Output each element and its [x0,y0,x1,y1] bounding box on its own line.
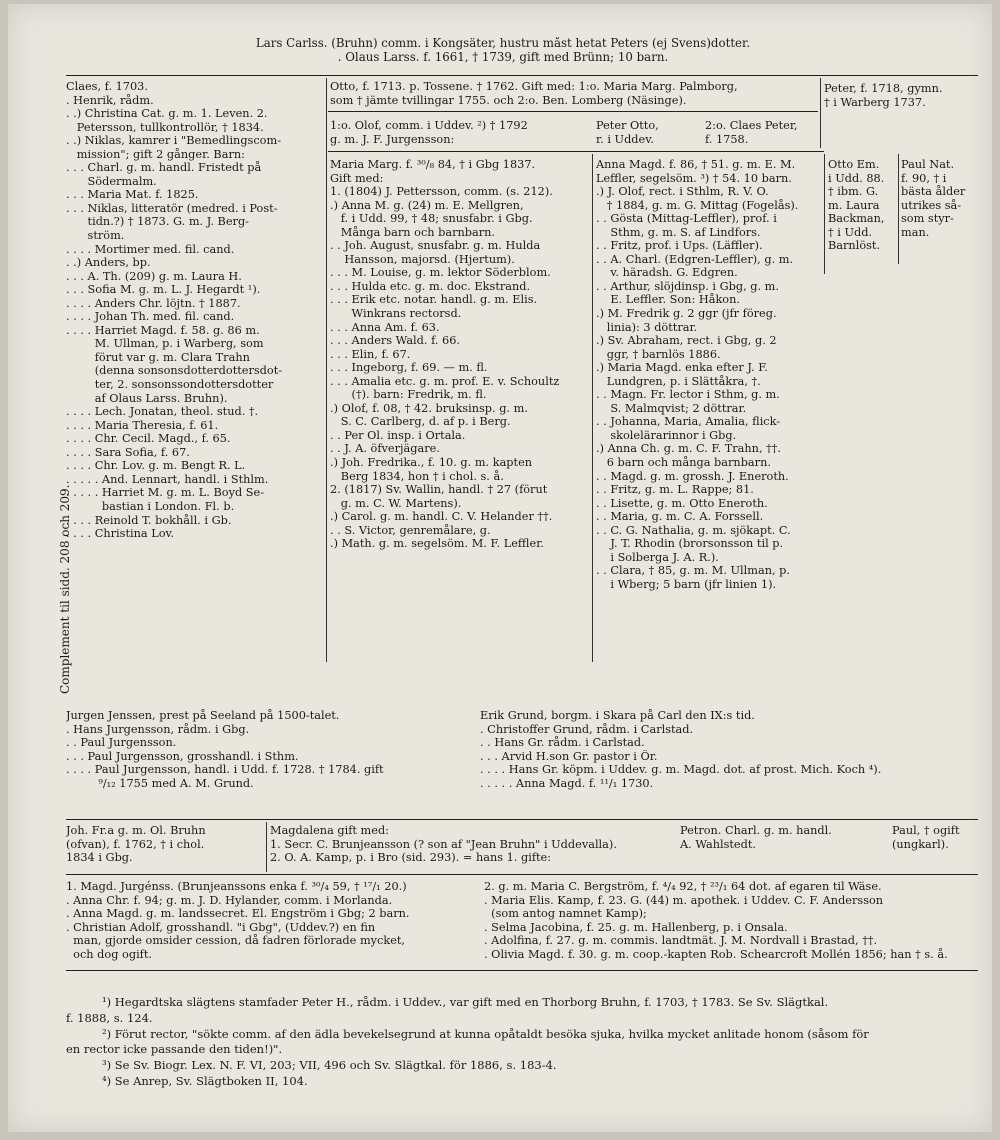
grund-line: . Christoffer Grund, rådm. i Carlstad. [480,722,694,736]
col3-line: J. T. Rhodin (brorsonsson til p. [596,537,784,551]
col2-line: Hansson, majorsd. (Hjertum). [330,252,515,266]
rule-otto [328,111,818,112]
col2-line: .) Olof, f. 08, † 42. bruksinsp. g. m. [330,401,528,415]
footnotes [66,995,980,1090]
col5-line: man. [901,225,930,239]
col3-line: . . Fritz, g. m. L. Rappe; 81. [596,483,754,497]
side-note: Complement til sidd. 208 och 209. [58,484,72,694]
bottom-left-line: . Anna Magd. g. m. landssecret. El. Engström i Gbg; 2 barn. [66,907,410,921]
col1-line: . . . Charl. g. m. handl. Fristedt på [66,161,262,175]
col5-line: som styr- [901,212,954,226]
magdalena-line: Magdalena gift med: [270,824,389,837]
col2-line: Många barn och barnbarn. [330,225,496,239]
grund-line: . . Hans Gr. rådm. i Carlstad. [480,736,645,750]
divider-col3 [824,154,825,274]
footnotes-line: ³) Se Sv. Biogr. Lex. N. F. VI, 203; VII, 496 och Sv. Slägtkal. för 1886, s. 183-4. [102,1058,557,1073]
col2-line: . . . Erik etc. notar. handl. g. m. Elis. [330,293,538,307]
col3-line: Anna Magd. f. 86, † 51. g. m. E. M. [596,158,796,171]
col2-line: . . Per Ol. insp. i Ortala. [330,428,466,442]
col1-line: . . . . Chr. Cecil. Magd., f. 65. [66,432,231,446]
col3-line: . . Arthur, slöjdinsp. i Gbg, g. m. [596,279,779,293]
column-paul-nat [901,158,983,239]
col1-line: Södermalm. [66,174,157,188]
col2-line: . . Joh. August, snusfabr. g. m. Hulda [330,239,541,253]
col3-line: linia): 3 döttrar. [596,320,698,334]
joh-line: (ofvan), f. 1762, † i chol. [66,837,205,851]
col1-line: . . . . Johan Th. med. fil. cand. [66,310,235,324]
joh-fr-entry [66,824,266,865]
olof-entry [330,119,592,146]
header [188,37,818,64]
bottom-left-line: . Anna Chr. f. 94; g. m. J. D. Hylander, comm. i Morlanda. [66,893,393,907]
jurgen-line: . . Paul Jurgensson. [66,736,177,750]
col1-line: . . . . . And. Lennart, handl. i Sthlm. [66,472,269,486]
grund-line: . . . . Hans Gr. köpm. i Uddev. g. m. Magd. dot. af prost. Mich. Koch ⁴). [480,763,882,777]
petron-entry [680,824,880,851]
col3-line: .) M. Fredrik g. 2 ggr (jfr föreg. [596,307,777,321]
col1-line: ström. [66,229,125,243]
col2-mid-c-line: 2:o. Claes Peter, [705,119,798,132]
col4-line: † ibm. G. [828,185,879,199]
col2-mid-b-line: r. i Uddev. [596,132,654,146]
jurgen-lineage [66,709,486,790]
col4-line: m. Laura [828,198,880,212]
col5-line: utrikes så- [901,198,962,212]
bottom-right-line: (som antog namnet Kamp); [484,907,647,921]
paul-ogift-line: Paul, † ogift [892,824,960,837]
grund-lineage [480,709,980,790]
col1-line: af Olaus Larss. Bruhn). [66,391,228,405]
col2-line: . . S. Victor, genremålare, g. [330,523,491,537]
joh-line: Joh. Fr.a g. m. Ol. Bruhn [66,824,206,837]
col1-line: . . . . Sara Sofia, f. 67. [66,445,190,459]
col1-line: . . . . Harriet Magd. f. 58. g. 86 m. [66,323,260,337]
col2-line: Berg 1834, hon † i chol. s. å. [330,469,504,483]
paul-ogift-line: (ungkarl). [892,837,949,851]
rule-middle [66,819,978,820]
col1-line: . . . . Maria Theresia, f. 61. [66,418,219,432]
bottom-right-line: 2. g. m. Maria C. Bergström, f. ⁴/₄ 92, † ²³/₁ 64 dot. af egaren til Wäse. [484,880,882,893]
col4-line: Barnlöst. [828,239,881,253]
col1-line: . . . . Reinold T. bokhåll. i Gb. [66,513,232,527]
column-otto-em [828,158,898,253]
bottom-right-line: . Olivia Magd. f. 30. g. m. coop.-kapten Rob. Schearcroft Mollén 1856; han † s. å. [484,947,948,961]
col3-line: . . Magn. Fr. lector i Sthm, g. m. [596,388,780,402]
col1-line: . . . . . Harriet M. g. m. L. Boyd Se- [66,486,265,500]
divider-joh [266,822,267,872]
footnotes-line: en rector icke passande den tiden!)". [66,1042,283,1057]
col2-line: . . . Anna Am. f. 63. [330,320,440,334]
col1-line: . . . . Lech. Jonatan, theol. stud. †. [66,405,259,419]
col3-line: † 1884, g. m. G. Mittag (Fogelås). [596,198,799,212]
rule-lower [66,874,978,875]
col3-line: . . Magd. g. m. grossh. J. Eneroth. [596,469,789,483]
col3-line: . . C. G. Nathalia, g. m. sjökapt. C. [596,523,791,537]
footnotes-line: ⁴) Se Anrep, Sv. Slägtboken II, 104. [102,1073,308,1088]
rule-olof [328,151,824,152]
col5-line: Paul Nat. [901,158,955,171]
col2-line: . . . Anders Wald. f. 66. [330,334,461,348]
col2-mid-a-line: 1:o. Olof, comm. i Uddev. ²) † 1792 [330,119,528,132]
col2-line: .) Anna M. g. (24) m. E. Mellgren, [330,198,524,212]
magdalena-entry [270,824,674,865]
col3-line: E. Leffler. Son: Håkon. [596,293,740,307]
col4-line: Otto Em. [828,158,880,171]
col2-line: 1. (1804) J. Pettersson, comm. (s. 212). [330,185,553,199]
col2-line: 2. (1817) Sv. Wallin, handl. † 27 (förut [330,483,548,497]
footnotes-line: ²) Förut rector, "sökte comm. af den ädla bevekelsegrund at kunna opåtaldt besöka sjuka, hvilka mycket anlitade honom (såsom för [102,1026,869,1041]
magd-jurgenss-family [66,880,480,961]
grund-line: . . . . . Anna Magd. f. ¹¹/₁ 1730. [480,776,654,790]
col3-line: .) J. Olof, rect. i Sthlm, R. V. O. [596,185,769,199]
peter-otto-entry [596,119,701,146]
col2-line: . . . Amalia etc. g. m. prof. E. v. Schoultz [330,374,560,388]
footnotes-line: ¹) Hegardtska slägtens stamfader Peter H., rådm. i Uddev., var gift med en Thorborg Bruhn, f. 1703, † 1783. Se Sv. Slägtkal. [102,995,829,1009]
column-maria-marg [330,158,590,551]
col3-line: Leffler, segelsöm. ³) † 54. 10 barn. [596,171,792,185]
col2-mid-a-line: g. m. J. F. Jurgensson: [330,132,455,146]
col3-line: . . Clara, † 85, g. m. M. Ullman, p. [596,564,790,578]
col1-line: . . . . Christina Lov. [66,527,175,541]
col-peter-line: Peter, f. 1718, gymn. [824,82,943,95]
col1-line: . Henrik, rådm. [66,93,154,107]
col3-line: . . Maria, g. m. C. A. Forssell. [596,510,764,524]
petron-line: Petron. Charl. g. m. handl. [680,824,832,837]
bergstrom-family [484,880,980,961]
col2-mid-b-line: Peter Otto, [596,119,659,132]
col1-line: . .) Christina Cat. g. m. 1. Leven. 2. [66,107,268,121]
col5-line: f. 90, † i [901,171,947,185]
footnotes-line: f. 1888, s. 124. [66,1010,153,1025]
col3-line: .) Sv. Abraham, rect. i Gbg, g. 2 [596,334,777,348]
divider-col1 [326,78,327,662]
claes-peter-entry [705,119,820,146]
col1-line: . . . Sofia M. g. m. L. J. Hegardt ¹). [66,283,261,297]
paul-ogift-entry [892,824,982,851]
col2-line: S. C. Carlberg, d. af p. i Berg. [330,415,511,429]
col4-line: i Udd. 88. [828,171,885,185]
col2-line: f. i Udd. 99, † 48; snusfabr. i Gbg. [330,212,533,226]
col3-line: . . Gösta (Mittag-Leffler), prof. i [596,212,777,226]
col2-mid-c-line: f. 1758. [705,132,749,146]
jurgen-line: Jurgen Jenssen, prest på Seeland på 1500-talet. [66,709,340,722]
col3-line: 6 barn och många barnbarn. [596,456,771,470]
jurgen-line: . . . Paul Jurgensson, grosshandl. i Sthm. [66,749,299,763]
petron-line: A. Wahlstedt. [680,837,756,851]
grund-line: . . . Arvid H.son Gr. pastor i Ör. [480,749,658,763]
magdalena-line: 2. O. A. Kamp, p. i Bro (sid. 293). = hans 1. gifte: [270,851,552,865]
col1-line: mission"; gift 2 gånger. Barn: [66,147,245,161]
col1-line: tidn.?) † 1873. G. m. J. Berg- [66,215,249,229]
col1-line: M. Ullman, p. i Warberg, som [66,337,264,351]
col2-top-line: Otto, f. 1713. p. Tossene. † 1762. Gift med: 1:o. Maria Marg. Palmborg, [330,80,738,93]
bottom-left-line: 1. Magd. Jurgénss. (Brunjeanssons enka f. ³⁰/₄ 59, † ¹⁷/₁ 20.) [66,880,407,893]
column-anna-magd [596,158,822,592]
col3-line: ggr, † barnlös 1886. [596,347,721,361]
col3-line: i Solberga J. A. R.). [596,550,719,564]
divider-col4 [898,154,899,264]
col1-line: bastian i London. Fl. b. [66,499,235,513]
col1-line: . .) Anders, bp. [66,256,151,270]
col1-line: . . . Niklas, litteratör (medred. i Post- [66,201,278,215]
divider-peter [820,78,821,148]
col2-line: .) Carol. g. m. handl. C. V. Helander ††. [330,510,553,524]
grund-line: Erik Grund, borgm. i Skara på Carl den IX:s tid. [480,709,755,722]
magdalena-line: 1. Secr. C. Brunjeansson (? son af "Jean Bruhn" i Uddevalla). [270,837,617,851]
col3-line: skolelärarinnor i Gbg. [596,428,737,442]
col2-line: .) Joh. Fredrika., f. 10. g. m. kapten [330,456,533,470]
col3-line: . . A. Charl. (Edgren-Leffler), g. m. [596,252,794,266]
bottom-right-line: . Adolfina, f. 27. g. m. commis. landtmät. J. M. Nordvall i Brastad, ††. [484,934,878,948]
col3-line: .) Anna Ch. g. m. C. F. Trahn, ††. [596,442,782,456]
rule-footnotes [66,970,978,971]
header-line-1: Lars Carlss. (Bruhn) comm. i Kongsäter, hustru måst hetat Peters (ej Svens)dotter. [255,37,751,50]
col1-line: . .) Niklas, kamrer i "Bemedlingscom- [66,134,282,148]
divider-col2 [592,154,593,662]
bottom-left-line: man, gjorde omsider cession, då fadren förlorade mycket, [66,934,406,948]
col2-line: . . J. A. öfverjägare. [330,442,440,456]
rule-top [66,75,978,76]
otto-entry [330,80,820,107]
col1-line: . . . . Anders Chr. löjtn. † 1887. [66,296,241,310]
col1-line: förut var g. m. Clara Trahn [66,350,250,364]
col3-line: S. Malmqvist; 2 döttrar. [596,401,747,415]
col1-line: (denna sonsonsdotterdottersdot- [66,364,283,378]
joh-line: 1834 i Gbg. [66,851,133,865]
column-claes [66,80,322,541]
bottom-right-line: . Selma Jacobina, f. 25. g. m. Hallenberg, p. i Onsala. [484,920,788,934]
bottom-right-line: . Maria Elis. Kamp, f. 23. G. (44) m. apothek. i Uddev. C. F. Andersson [484,893,884,907]
bottom-left-line: och dog ogift. [66,947,152,961]
col3-line: . . Fritz, prof. i Ups. (Läffler). [596,239,763,253]
col3-line: i Wberg; 5 barn (jfr linien 1). [596,577,777,591]
col5-line: bästa ålder [901,185,966,199]
col2-line: Winkrans rectorsd. [330,307,462,321]
col4-line: † i Udd. [828,225,873,239]
col3-line: v. häradsh. G. Edgren. [596,266,738,280]
jurgen-line: . . . . Paul Jurgensson, handl. i Udd. f. 1728. † 1784. gift [66,763,384,777]
col2-line: g. m. C. W. Martens). [330,496,462,510]
col2-line: Gift med: [330,171,384,185]
col2-line: . . . Hulda etc. g. m. doc. Ekstrand. [330,279,531,293]
jurgen-line: . Hans Jurgensson, rådm. i Gbg. [66,722,250,736]
col2-line: (†). barn: Fredrik, m. fl. [330,388,487,402]
col2-line: . . . Ingeborg, f. 69. — m. fl. [330,361,488,375]
col-peter-line: † i Warberg 1737. [824,95,926,109]
col4-line: Backman, [828,212,885,226]
col3-line: Sthm, g. m. S. af Lindfors. [596,225,761,239]
peter-entry [824,82,984,109]
col3-line: .) Maria Magd. enka efter J. F. [596,361,768,375]
header-line-2: . Olaus Larss. f. 1661, † 1739, gift med Brünn; 10 barn. [337,50,669,64]
col2-line: . . . Elin, f. 67. [330,347,411,361]
col1-line: . . . Maria Mat. f. 1825. [66,188,199,202]
document-page [8,4,992,1132]
col1-line: Petersson, tullkontrollör, † 1834. [66,120,264,134]
col2-line: .) Math. g. m. segelsöm. M. F. Leffler. [330,537,544,551]
col1-line: . . . . Mortimer med. fil. cand. [66,242,235,256]
col3-line: . . Johanna, Maria, Amalia, flick- [596,415,781,429]
col3-line: . . Lisette, g. m. Otto Eneroth. [596,496,768,510]
col2-top-line: som † jämte tvillingar 1755. och 2:o. Ben. Lomberg (Näsinge). [330,93,687,107]
col1-line: . . . . Chr. Lov. g. m. Bengt R. L. [66,459,246,473]
col1-line: . . . A. Th. (209) g. m. Laura H. [66,269,242,283]
col1-line: ter, 2. sonsonssondottersdotter [66,378,274,392]
jurgen-line: ⁹/₁₂ 1755 med A. M. Grund. [66,776,254,790]
col2-line: Maria Marg. f. ³⁰/₈ 84, † i Gbg 1837. [330,158,536,171]
bottom-left-line: . Christian Adolf, grosshandl. "i Gbg", (Uddev.?) en fin [66,920,376,934]
col1-line: Claes, f. 1703. [66,80,148,93]
col2-line: . . . M. Louise, g. m. lektor Söderblom. [330,266,551,280]
col3-line: Lundgren, p. i Slättåkra, †. [596,374,761,388]
